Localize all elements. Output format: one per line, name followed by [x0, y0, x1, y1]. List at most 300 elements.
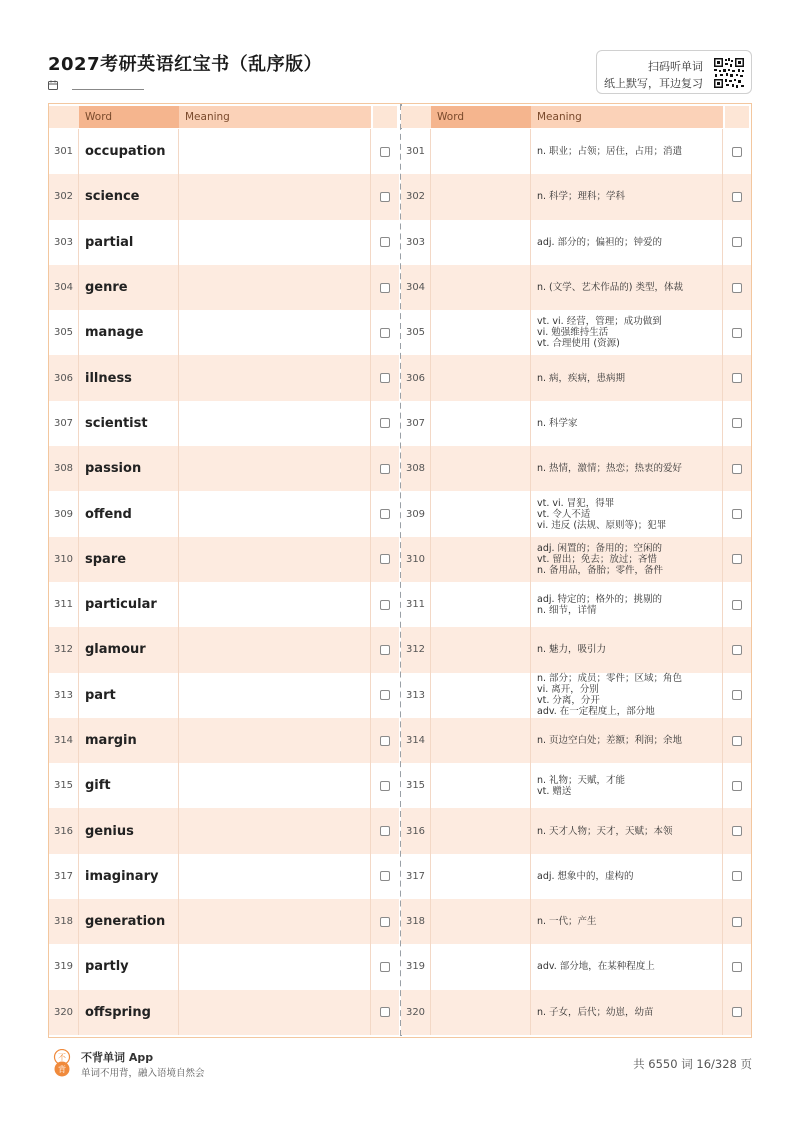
table-row: [401, 627, 751, 672]
check-cell: [373, 899, 397, 944]
check-cell: [725, 401, 749, 446]
qr-code[interactable]: [713, 57, 745, 89]
word-blank-cell[interactable]: [431, 854, 531, 899]
meaning-blank-cell[interactable]: [179, 491, 371, 536]
word-blank-cell[interactable]: [431, 446, 531, 491]
row-number: 316: [401, 808, 431, 853]
word-cell: science: [79, 174, 179, 219]
word-cell: particular: [79, 582, 179, 627]
meaning-cell: [531, 537, 723, 582]
meaning-cell: [531, 990, 723, 1035]
meaning-line: n. 科学家: [537, 417, 578, 429]
word-cell: scientist: [79, 401, 179, 446]
meaning-line: vt. 留出；免去；放过；吝惜: [537, 553, 657, 565]
checkbox[interactable]: [732, 917, 742, 927]
check-cell: [373, 718, 397, 763]
checkbox[interactable]: [380, 690, 390, 700]
check-cell: [373, 990, 397, 1035]
checkbox[interactable]: [732, 962, 742, 972]
check-cell: [725, 355, 749, 400]
word-blank-cell[interactable]: [431, 401, 531, 446]
page-header: [48, 48, 752, 96]
meaning-blank-cell[interactable]: [179, 808, 371, 853]
word-blank-cell[interactable]: [431, 808, 531, 853]
check-cell: [725, 718, 749, 763]
check-cell: [373, 944, 397, 989]
meaning-cell: [531, 718, 723, 763]
meaning-line: n. 备用品，备胎；零件，备件: [537, 564, 664, 576]
row-number: 304: [49, 265, 79, 310]
table-row: [49, 718, 399, 763]
row-number: 315: [49, 763, 79, 808]
check-cell: [373, 174, 397, 219]
checkbox[interactable]: [732, 1007, 742, 1017]
qr-card[interactable]: [596, 50, 752, 94]
checkbox[interactable]: [380, 1007, 390, 1017]
table-row: [49, 627, 399, 672]
checkbox[interactable]: [380, 871, 390, 881]
meaning-blank-cell[interactable]: [179, 990, 371, 1035]
checkbox[interactable]: [732, 736, 742, 746]
table-row: [49, 763, 399, 808]
table-row: [49, 174, 399, 219]
meaning-line: vt. vi. 经营，管理；成功做到: [537, 316, 662, 328]
word-blank-cell[interactable]: [431, 220, 531, 265]
vocab-sheet: [48, 103, 752, 1038]
checkbox[interactable]: [380, 509, 390, 519]
check-cell: [725, 808, 749, 853]
meaning-cell: [531, 673, 723, 718]
check-cell: [373, 673, 397, 718]
header-word: Word: [431, 106, 531, 128]
meaning-cell: [531, 265, 723, 310]
date-row: [48, 80, 144, 90]
header-num-cell: [401, 106, 431, 128]
word-cell: partial: [79, 220, 179, 265]
table-row: [49, 310, 399, 355]
row-number: 317: [401, 854, 431, 899]
page-info: 共 6550 词 16/328 页: [633, 1057, 752, 1071]
row-number: 318: [401, 899, 431, 944]
table-row: [401, 491, 751, 536]
meaning-blank-cell[interactable]: [179, 899, 371, 944]
header-check-cell: [373, 106, 397, 128]
table-row: [401, 673, 751, 718]
row-number: 312: [401, 627, 431, 672]
check-cell: [373, 129, 397, 174]
check-cell: [725, 582, 749, 627]
word-blank-cell[interactable]: [431, 763, 531, 808]
row-number: 312: [49, 627, 79, 672]
row-number: 319: [49, 944, 79, 989]
page-footer: [48, 1046, 752, 1080]
row-number: 306: [49, 355, 79, 400]
logo-char-top: 不: [58, 1053, 66, 1062]
word-blank-cell[interactable]: [431, 627, 531, 672]
row-number: 320: [49, 990, 79, 1035]
meaning-cell: [531, 808, 723, 853]
word-blank-cell[interactable]: [431, 718, 531, 763]
app-slogan: 单词不用背，融入语境自然会: [81, 1068, 205, 1079]
word-cell: passion: [79, 446, 179, 491]
logo-char-bottom: 背: [58, 1065, 66, 1074]
check-cell: [725, 174, 749, 219]
meaning-blank-cell[interactable]: [179, 582, 371, 627]
row-number: 309: [49, 491, 79, 536]
meaning-line: n. 科学；理科；学科: [537, 191, 626, 203]
checkbox[interactable]: [732, 600, 742, 610]
meaning-line: n. 天才人物；天才，天赋；本领: [537, 825, 673, 837]
check-cell: [373, 446, 397, 491]
meaning-line: adv. 在一定程度上，部分地: [537, 706, 655, 718]
row-number: 315: [401, 763, 431, 808]
word-cell: spare: [79, 537, 179, 582]
checkbox[interactable]: [380, 645, 390, 655]
meaning-blank-cell[interactable]: [179, 310, 371, 355]
checkbox[interactable]: [732, 554, 742, 564]
table-row: [49, 220, 399, 265]
table-row: [401, 446, 751, 491]
meaning-line: n. 部分；成员；零件；区域；角色: [537, 673, 683, 685]
word-rows: [49, 129, 399, 1035]
meaning-blank-cell[interactable]: [179, 537, 371, 582]
table-row: [401, 854, 751, 899]
meaning-line: n. 职业；占领；居住，占用；消遣: [537, 146, 683, 158]
row-number: 304: [401, 265, 431, 310]
check-cell: [725, 220, 749, 265]
meaning-cell: [531, 355, 723, 400]
checkbox[interactable]: [732, 373, 742, 383]
table-row: [49, 899, 399, 944]
meaning-cell: [531, 220, 723, 265]
meaning-blank-cell[interactable]: [179, 401, 371, 446]
word-cell: offspring: [79, 990, 179, 1035]
check-cell: [725, 310, 749, 355]
meaning-line: n. 礼物；天赋，才能: [537, 774, 626, 786]
check-cell: [725, 944, 749, 989]
meaning-blank-cell[interactable]: [179, 627, 371, 672]
meaning-line: n. 细节，详情: [537, 604, 597, 616]
app-logo: [51, 1049, 73, 1077]
check-cell: [373, 220, 397, 265]
checkbox[interactable]: [380, 418, 390, 428]
word-blank-cell[interactable]: [431, 673, 531, 718]
table-row: [401, 763, 751, 808]
word-column-half: [49, 104, 399, 1036]
meaning-blank-cell[interactable]: [179, 220, 371, 265]
checkbox[interactable]: [380, 600, 390, 610]
row-number: 314: [49, 718, 79, 763]
check-cell: [373, 310, 397, 355]
check-cell: [373, 265, 397, 310]
meaning-cell: [531, 944, 723, 989]
meaning-cell: [531, 446, 723, 491]
checkbox[interactable]: [732, 871, 742, 881]
row-number: 311: [401, 582, 431, 627]
meaning-line: n. 热情，激情；热恋；热衷的爱好: [537, 463, 683, 475]
table-row: [49, 446, 399, 491]
row-number: 302: [49, 174, 79, 219]
meaning-line: vt. vi. 冒犯，得罪: [537, 497, 615, 509]
word-blank-cell[interactable]: [431, 899, 531, 944]
meaning-line: n. 魅力，吸引力: [537, 644, 607, 656]
header-meaning: Meaning: [179, 106, 371, 128]
meaning-rows: [401, 129, 751, 1035]
word-cell: glamour: [79, 627, 179, 672]
checkbox[interactable]: [380, 826, 390, 836]
row-number: 303: [401, 220, 431, 265]
row-number: 311: [49, 582, 79, 627]
table-row: [401, 808, 751, 853]
meaning-line: n. 病，疾病，患病期: [537, 372, 626, 384]
row-number: 320: [401, 990, 431, 1035]
checkbox[interactable]: [732, 418, 742, 428]
table-row: [49, 990, 399, 1035]
calendar-icon: [48, 80, 58, 90]
row-number: 309: [401, 491, 431, 536]
table-row: [49, 808, 399, 853]
meaning-cell: [531, 174, 723, 219]
header-meaning: Meaning: [531, 106, 723, 128]
qr-caption-2: 纸上默写，耳边复习: [604, 77, 703, 90]
table-row: [49, 401, 399, 446]
word-blank-cell[interactable]: [431, 537, 531, 582]
meaning-cell: [531, 491, 723, 536]
check-cell: [373, 627, 397, 672]
checkbox[interactable]: [732, 237, 742, 247]
check-cell: [725, 763, 749, 808]
meaning-line: vt. 赠送: [537, 785, 572, 797]
row-number: 318: [49, 899, 79, 944]
row-number: 301: [401, 129, 431, 174]
meaning-cell: [531, 401, 723, 446]
row-number: 310: [401, 537, 431, 582]
check-cell: [725, 129, 749, 174]
check-cell: [725, 627, 749, 672]
check-cell: [725, 899, 749, 944]
meaning-blank-cell[interactable]: [179, 265, 371, 310]
page-title: 2027考研英语红宝书（乱序版）: [48, 54, 323, 75]
check-cell: [373, 763, 397, 808]
checkbox[interactable]: [732, 328, 742, 338]
row-number: 310: [49, 537, 79, 582]
checkbox[interactable]: [380, 328, 390, 338]
table-row: [49, 491, 399, 536]
checkbox[interactable]: [380, 464, 390, 474]
meaning-line: adj. 闲置的；备用的；空闲的: [537, 542, 663, 554]
word-cell: illness: [79, 355, 179, 400]
meaning-line: n. (文学、艺术作品的) 类型，体裁: [537, 282, 683, 294]
checkbox[interactable]: [380, 917, 390, 927]
word-cell: partly: [79, 944, 179, 989]
meaning-blank-cell[interactable]: [179, 673, 371, 718]
meaning-line: adj. 部分的；偏袒的；钟爱的: [537, 236, 663, 248]
word-cell: imaginary: [79, 854, 179, 899]
check-cell: [725, 673, 749, 718]
row-number: 313: [401, 673, 431, 718]
check-cell: [725, 990, 749, 1035]
word-cell: part: [79, 673, 179, 718]
table-row: [401, 174, 751, 219]
meaning-line: adj. 想象中的，虚构的: [537, 870, 634, 882]
meaning-cell: [531, 129, 723, 174]
table-row: [401, 537, 751, 582]
checkbox[interactable]: [732, 283, 742, 293]
row-number: 305: [49, 310, 79, 355]
table-header: [401, 106, 751, 128]
table-row: [401, 265, 751, 310]
word-blank-cell[interactable]: [431, 310, 531, 355]
meaning-blank-cell[interactable]: [179, 355, 371, 400]
meaning-cell: [531, 310, 723, 355]
meaning-line: vt. 令人不适: [537, 508, 591, 520]
meaning-line: vi. 离开，分别: [537, 684, 599, 696]
meaning-line: adj. 特定的；格外的；挑剔的: [537, 593, 663, 605]
checkbox[interactable]: [380, 283, 390, 293]
checkbox[interactable]: [380, 781, 390, 791]
table-row: [401, 129, 751, 174]
qr-caption-1: 扫码听单词: [648, 60, 703, 73]
word-cell: genre: [79, 265, 179, 310]
word-blank-cell[interactable]: [431, 265, 531, 310]
table-row: [401, 718, 751, 763]
check-cell: [373, 808, 397, 853]
word-cell: margin: [79, 718, 179, 763]
table-row: [401, 310, 751, 355]
row-number: 308: [49, 446, 79, 491]
header-num-cell: [49, 106, 79, 128]
word-blank-cell[interactable]: [431, 990, 531, 1035]
table-row: [401, 944, 751, 989]
table-row: [401, 401, 751, 446]
meaning-line: n. 页边空白处；差额；利润；余地: [537, 735, 683, 746]
checkbox[interactable]: [380, 962, 390, 972]
word-cell: generation: [79, 899, 179, 944]
word-cell: genius: [79, 808, 179, 853]
checkbox[interactable]: [380, 192, 390, 202]
checkbox[interactable]: [380, 736, 390, 746]
meaning-blank-cell[interactable]: [179, 129, 371, 174]
row-number: 316: [49, 808, 79, 853]
word-blank-cell[interactable]: [431, 491, 531, 536]
row-number: 302: [401, 174, 431, 219]
checkbox[interactable]: [732, 147, 742, 157]
checkbox[interactable]: [732, 690, 742, 700]
checkbox[interactable]: [732, 192, 742, 202]
meaning-line: vi. 勉强维持生活: [537, 327, 609, 339]
word-blank-cell[interactable]: [431, 174, 531, 219]
table-row: [49, 537, 399, 582]
meaning-cell: [531, 627, 723, 672]
checkbox[interactable]: [380, 237, 390, 247]
word-cell: offend: [79, 491, 179, 536]
header-check-cell: [725, 106, 749, 128]
app-name: 不背单词 App: [81, 1051, 154, 1064]
table-row: [401, 355, 751, 400]
header-word: Word: [79, 106, 179, 128]
check-cell: [725, 491, 749, 536]
meaning-line: n. 一代；产生: [537, 916, 597, 928]
word-blank-cell[interactable]: [431, 129, 531, 174]
word-cell: occupation: [79, 129, 179, 174]
check-cell: [373, 854, 397, 899]
check-cell: [725, 265, 749, 310]
word-blank-cell[interactable]: [431, 944, 531, 989]
table-row: [401, 899, 751, 944]
row-number: 313: [49, 673, 79, 718]
row-number: 308: [401, 446, 431, 491]
meaning-blank-cell[interactable]: [179, 174, 371, 219]
meaning-blank-cell[interactable]: [179, 944, 371, 989]
meaning-cell: [531, 854, 723, 899]
meaning-column-half: [401, 104, 751, 1036]
row-number: 307: [49, 401, 79, 446]
check-cell: [373, 355, 397, 400]
meaning-blank-cell[interactable]: [179, 718, 371, 763]
checkbox[interactable]: [732, 464, 742, 474]
table-row: [401, 990, 751, 1035]
check-cell: [373, 401, 397, 446]
meaning-cell: [531, 763, 723, 808]
table-row: [49, 355, 399, 400]
check-cell: [725, 854, 749, 899]
table-row: [49, 129, 399, 174]
meaning-line: adv. 部分地，在某种程度上: [537, 961, 655, 973]
date-blank-line[interactable]: [72, 80, 144, 90]
meaning-blank-cell[interactable]: [179, 854, 371, 899]
word-blank-cell[interactable]: [431, 355, 531, 400]
table-row: [49, 673, 399, 718]
meaning-line: vt. 分离，分开: [537, 695, 600, 707]
row-number: 314: [401, 718, 431, 763]
row-number: 306: [401, 355, 431, 400]
meaning-blank-cell[interactable]: [179, 763, 371, 808]
check-cell: [373, 491, 397, 536]
table-row: [49, 582, 399, 627]
check-cell: [373, 582, 397, 627]
checkbox[interactable]: [732, 645, 742, 655]
table-header: [49, 106, 399, 128]
row-number: 307: [401, 401, 431, 446]
word-cell: gift: [79, 763, 179, 808]
table-row: [49, 854, 399, 899]
meaning-line: vi. 违反 (法规、原则等)；犯罪: [537, 519, 667, 531]
meaning-line: n. 子女，后代；幼崽，幼苗: [537, 1006, 654, 1018]
table-row: [49, 265, 399, 310]
meaning-blank-cell[interactable]: [179, 446, 371, 491]
meaning-cell: [531, 899, 723, 944]
table-row: [401, 220, 751, 265]
checkbox[interactable]: [732, 826, 742, 836]
row-number: 303: [49, 220, 79, 265]
table-row: [401, 582, 751, 627]
meaning-cell: [531, 582, 723, 627]
check-cell: [373, 537, 397, 582]
row-number: 301: [49, 129, 79, 174]
word-cell: manage: [79, 310, 179, 355]
check-cell: [725, 537, 749, 582]
checkbox[interactable]: [732, 781, 742, 791]
checkbox[interactable]: [732, 509, 742, 519]
checkbox[interactable]: [380, 554, 390, 564]
checkbox[interactable]: [380, 373, 390, 383]
row-number: 305: [401, 310, 431, 355]
word-blank-cell[interactable]: [431, 582, 531, 627]
check-cell: [725, 446, 749, 491]
meaning-line: vt. 合理使用 (资源): [537, 338, 620, 350]
table-row: [49, 944, 399, 989]
checkbox[interactable]: [380, 147, 390, 157]
